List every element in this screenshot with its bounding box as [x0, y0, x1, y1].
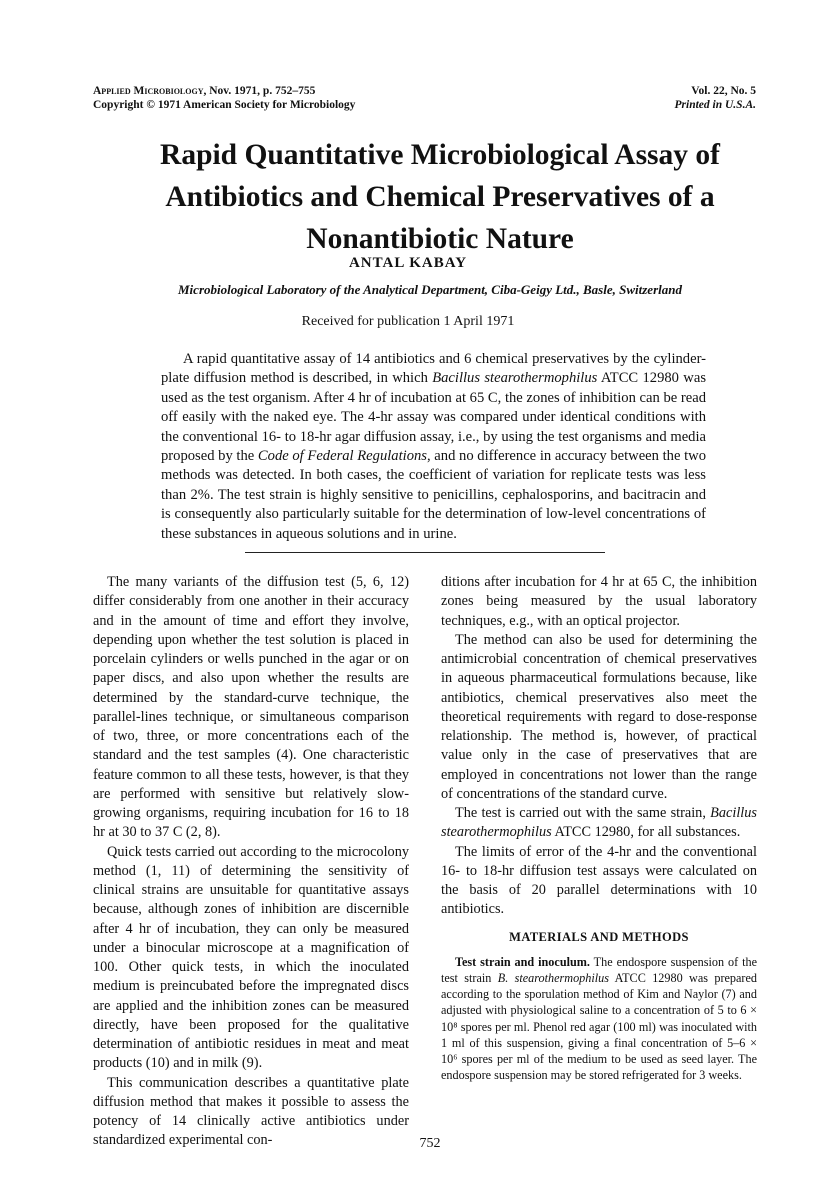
body-paragraph: The limits of error of the 4-hr and the conventional 16- to 18-hr diffusion test assays were calculated on the basis of 20 parallel determinations with 10 antibiotics. — [441, 843, 757, 918]
author-name: ANTAL KABAY — [348, 255, 468, 271]
received-date: Received for publication 1 April 1971 — [301, 314, 515, 329]
abstract-cfr: Code of Federal Regulations — [257, 448, 427, 465]
page-number: 752 — [419, 1136, 441, 1151]
author-affiliation: Microbiological Laboratory of the Analytical Department, Ciba-Geigy Ltd., Basle, Switzerland — [178, 282, 682, 297]
methods-run-in-label: Test strain and inoculum. — [455, 954, 590, 969]
methods-text: The endospore suspension of the test strain — [441, 954, 757, 985]
journal-citation — [93, 84, 355, 98]
volume-issue: Vol. 22, No. 5 — [691, 85, 756, 97]
abstract-text-a: A rapid quantitative assay of 14 antibiotics and 6 chemical preservatives by the cylinder-plate diffusion method is described, in which — [161, 351, 706, 387]
title-line-3: Nonantibiotic Nature — [306, 223, 574, 255]
title-line-2: Antibiotics and Chemical Preservatives of a — [165, 181, 715, 213]
body-text: The test is carried out with the same strain, — [455, 805, 711, 821]
methods-text: ATCC 12980 was prepared according to the sporulation method of Kim and Naylor (7) and adjusted with physiological saline to a concentration of 5 to 6 × 10⁸ spores per ml. Phenol red agar (100 ml) was inoculated with 1 ml of this suspension, giving a final concentration of 5–6 × 10⁶ spores per ml of the medium to be used as seed layer. The endospore suspension may be stored refrigerated for 3 weeks. — [441, 970, 757, 1083]
title-line-1: Rapid Quantitative Microbiological Assay of — [160, 139, 720, 171]
abstract — [161, 350, 706, 544]
body-paragraph: The method can also be used for determining the antimicrobial concentration of chemical preservatives in aqueous pharmaceutical formulations because, like antibiotics, chemical preservatives also meet the theoretical requirements with regard to dose-response relationship. The method is, however, of practical value only in the case of preservatives that are employed in concentrations not lower than the range of concentrations of the standard curve. — [441, 631, 757, 802]
body-paragraph: ditions after incubation for 4 hr at 65 C, the inhibition zones being measured by the usual laboratory techniques, e.g., with an optical projector. — [441, 574, 757, 629]
section-heading: MATERIALS AND METHODS — [509, 929, 689, 944]
copyright-line: Copyright © 1971 American Society for Microbiology — [93, 99, 356, 111]
abstract-text-c: , and no difference in accuracy between the two methods was detected. In both cases, the coefficient of variation for replicate tests was less than 2%. The test strain is highly sensitive to penicillins, cephalosporins, and bacitracin and is consequently also particularly suitable for the determination of low-level concentrations of these substances in aqueous solutions and in urine. — [161, 448, 706, 542]
abstract-text-b: ATCC 12980 was used as the test organism. After 4 hr of incubation at 65 C, the zones of inhibition can be read off easily with the naked eye. The 4-hr assay was compared under identical conditions with the conventional 16- to 18-hr agar diffusion assay, i.e., by using the test organisms and media proposed by the — [161, 370, 706, 465]
running-header-left — [93, 84, 355, 112]
right-column — [441, 573, 757, 1083]
citation-details: , Nov. 1971, p. 752–755 — [203, 85, 316, 97]
left-column — [93, 573, 409, 1151]
body-paragraph: This communication describes a quantitative plate diffusion method that makes it possible to assess the potency of 14 clinically active antibiotics under standardized experimental con- — [93, 1074, 409, 1149]
abstract-divider — [245, 552, 605, 553]
running-header-right — [675, 84, 756, 112]
printed-in: Printed in U.S.A. — [674, 99, 756, 111]
abstract-organism: Bacillus stearothermophilus — [432, 370, 598, 387]
body-organism: Bacillus stearothermophilus — [441, 805, 757, 841]
body-paragraph: Quick tests carried out according to the microcolony method (1, 11) of determining the sensitivity of clinical strains are unsuitable for quantitative assays because, although zones of inhibition are discernible after 4 hr of incubation, they can only be measured under a binocular microscope at a magnification of 100. Other quick tests, in which the inoculated medium is preincubated before the impregnated discs are applied and the inhibition zones can be measured directly, have been proposed for the qualitative determination of antibiotic residues in meat and meat products (10) and in milk (9). — [93, 843, 409, 1072]
body-paragraph: The many variants of the diffusion test (5, 6, 12) differ considerably from one another in their accuracy and in the amount of time and effort they involve, depending upon whether the test solution is placed in porcelain cylinders or wells punched in the agar or on paper discs, and also upon whether the results are determined by the standard-curve technique, the parallel-lines technique, or simultaneous comparison of two, three, or more concentrations each of the standard and the test samples (4). One characteristic feature common to all these tests, however, is that they are performed with sensitive but relatively slow-growing organisms, requiring incubation for 16 to 18 hr at 30 to 37 C (2, 8). — [93, 574, 409, 841]
methods-paragraph — [441, 954, 757, 1084]
body-text: ATCC 12980, for all substances. — [551, 824, 741, 841]
methods-organism: B. stearothermophilus — [497, 970, 609, 985]
article-title — [60, 134, 816, 260]
body-paragraph — [441, 804, 757, 843]
journal-name: Applied Microbiology — [93, 85, 204, 97]
